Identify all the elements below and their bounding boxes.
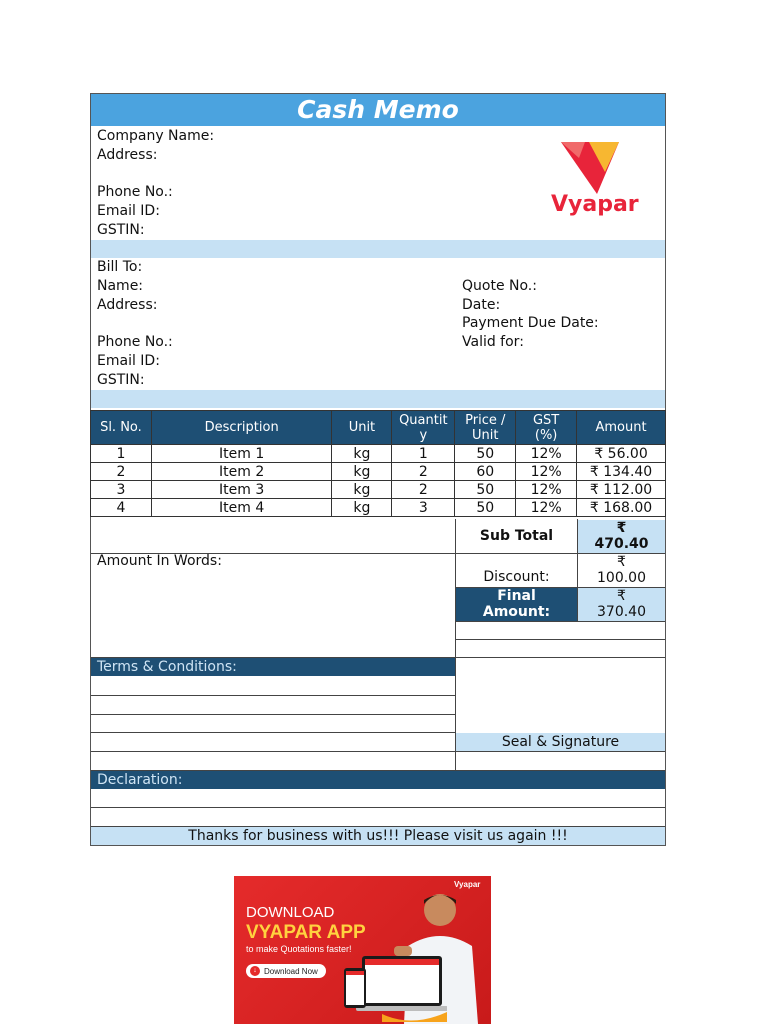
cell-unit: kg: [332, 481, 392, 499]
memo-title: Cash Memo: [91, 94, 665, 126]
cell-quantity: 1: [392, 445, 455, 463]
cell-amount: ₹ 112.00: [577, 481, 666, 499]
declaration-header: Declaration:: [91, 771, 665, 789]
cell-sl-no: 2: [91, 463, 152, 481]
date-label: Date:: [462, 297, 501, 313]
header-unit: Unit: [332, 411, 392, 445]
sub-total-value: 470.40: [594, 536, 649, 552]
header-amount: Amount: [577, 411, 666, 445]
declaration-line: [91, 807, 665, 808]
download-now-button[interactable]: [246, 964, 326, 978]
divider: [91, 751, 665, 752]
final-amount-label: [456, 588, 577, 621]
final-amount-value: 370.40: [597, 604, 646, 620]
cell-sl-no: 3: [91, 481, 152, 499]
cell-description: Item 4: [151, 499, 332, 517]
banner-line1: DOWNLOAD: [246, 904, 335, 921]
items-table: [90, 410, 666, 517]
cell-price: 50: [455, 445, 516, 463]
terms-line: [91, 695, 455, 696]
quote-no-label: Quote No.:: [462, 278, 537, 294]
header-gst: GST (%): [516, 411, 577, 445]
discount-value-box: [578, 554, 665, 586]
bill-address-label: Address:: [97, 297, 158, 313]
terms-line: [91, 714, 455, 715]
company-gstin-label: GSTIN:: [97, 222, 145, 238]
discount-label: Discount:: [483, 569, 550, 585]
final-amount-label-line2: Amount:: [482, 604, 551, 620]
cell-description: Item 3: [151, 481, 332, 499]
discount-value: 100.00: [597, 570, 646, 586]
company-address-label: Address:: [97, 147, 158, 163]
cell-sl-no: 1: [91, 445, 152, 463]
header-description: Description: [151, 411, 332, 445]
table-row: [91, 499, 666, 517]
cell-quantity: 3: [392, 499, 455, 517]
bill-gstin-label: GSTIN:: [97, 372, 145, 388]
cell-quantity: 2: [392, 463, 455, 481]
bill-phone-label: Phone No.:: [97, 334, 173, 350]
cell-price: 50: [455, 481, 516, 499]
laptop-mockup-icon: [342, 954, 447, 1022]
amount-in-words-label: Amount In Words:: [97, 553, 222, 569]
cell-price: 60: [455, 463, 516, 481]
header-quantity: Quantit y: [392, 411, 455, 445]
vyapar-logo-text: Vyapar: [551, 192, 639, 217]
seal-signature-label: Seal & Signature: [456, 733, 665, 751]
cell-sl-no: 4: [91, 499, 152, 517]
company-phone-label: Phone No.:: [97, 184, 173, 200]
sub-total-currency: ₹: [616, 520, 627, 536]
cell-amount: ₹ 168.00: [577, 499, 666, 517]
table-row: [91, 463, 666, 481]
bill-email-label: Email ID:: [97, 353, 160, 369]
divider: [456, 621, 665, 622]
bill-to-label: Bill To:: [97, 259, 143, 275]
cell-price: 50: [455, 499, 516, 517]
terms-header: Terms & Conditions:: [91, 658, 455, 676]
cell-gst: 12%: [516, 481, 577, 499]
header-price-unit: Price / Unit: [455, 411, 516, 445]
cell-gst: 12%: [516, 463, 577, 481]
table-row: [91, 481, 666, 499]
vyapar-logo: [539, 134, 639, 224]
cell-unit: kg: [332, 463, 392, 481]
header-sl-no: Sl. No.: [91, 411, 152, 445]
sub-total-value-box: [578, 520, 665, 553]
banner-brand: Vyapar: [454, 880, 481, 889]
discount-currency: ₹: [617, 554, 626, 570]
cell-gst: 12%: [516, 445, 577, 463]
cell-gst: 12%: [516, 499, 577, 517]
final-amount-label-line1: Final: [497, 588, 536, 604]
company-name-label: Company Name:: [97, 128, 215, 144]
separator-band-1: [91, 240, 665, 258]
cell-unit: kg: [332, 499, 392, 517]
banner-line2: VYAPAR APP: [246, 922, 366, 943]
download-app-banner[interactable]: [234, 876, 491, 1024]
cash-memo-sheet: [90, 93, 666, 846]
terms-line: [91, 732, 455, 733]
cell-quantity: 2: [392, 481, 455, 499]
final-amount-currency: ₹: [617, 588, 626, 604]
cell-unit: kg: [332, 445, 392, 463]
valid-for-label: Valid for:: [462, 334, 524, 350]
cell-amount: ₹ 56.00: [577, 445, 666, 463]
separator-band-2: [91, 390, 665, 408]
company-email-label: Email ID:: [97, 203, 160, 219]
final-amount-value-box: [578, 588, 665, 621]
thanks-message: Thanks for business with us!!! Please visit us again !!!: [91, 827, 665, 845]
cell-description: Item 1: [151, 445, 332, 463]
sub-total-label: Sub Total: [479, 528, 554, 544]
cell-description: Item 2: [151, 463, 332, 481]
divider: [456, 639, 665, 640]
download-icon: ↓: [250, 966, 260, 976]
table-row: [91, 445, 666, 463]
items-table-header: [91, 411, 666, 445]
payment-due-label: Payment Due Date:: [462, 315, 599, 331]
download-now-label: Download Now: [264, 966, 318, 976]
banner-line3: to make Quotations faster!: [246, 944, 352, 954]
bill-name-label: Name:: [97, 278, 144, 294]
cell-amount: ₹ 134.40: [577, 463, 666, 481]
